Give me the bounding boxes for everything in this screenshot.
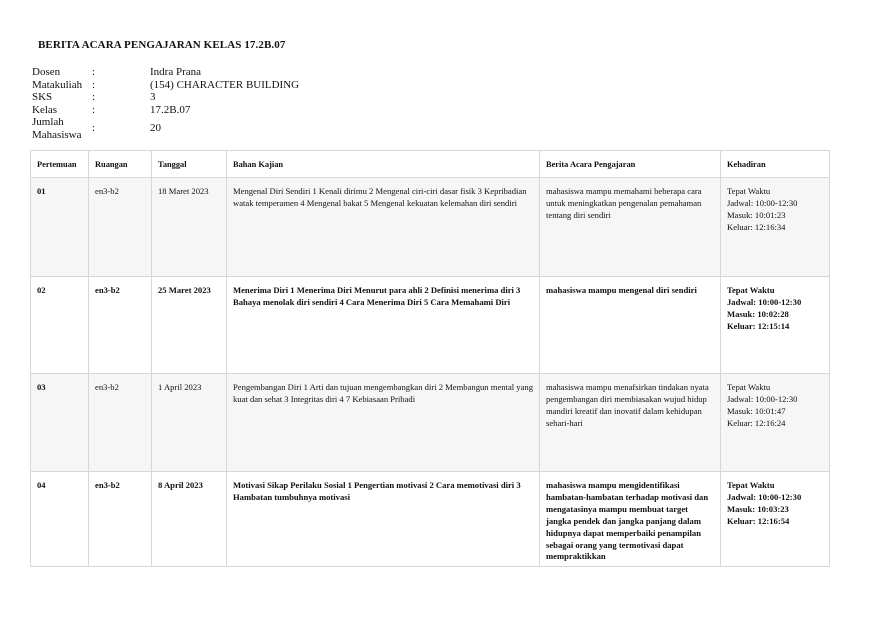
attendance-check-out: Keluar: 12:16:24 xyxy=(727,417,786,428)
attendance-schedule: Jadwal: 10:00-12:30 xyxy=(727,296,802,307)
cell-berita-acara: mahasiswa mampu memahami beberapa cara untuk meningkatkan pengenalan pemahaman tentang diri sendiri xyxy=(540,178,721,277)
column-header-ruangan: Ruangan xyxy=(89,151,152,178)
column-header-bahan-kajian: Bahan Kajian xyxy=(227,151,540,178)
cell-ruangan: en3-b2 xyxy=(89,277,152,374)
cell-tanggal: 1 April 2023 xyxy=(152,374,227,472)
cell-berita-acara: mahasiswa mampu menafsirkan tindakan nyata pengembangan diri membiasakan wujud hidup mandiri kreatif dan inovatif dalam kehidupan sehari-hari xyxy=(540,374,721,472)
column-header-kehadiran: Kehadiran xyxy=(721,151,830,178)
attendance-check-in: Masuk: 10:01:47 xyxy=(727,405,786,416)
attendance-check-in: Masuk: 10:02:28 xyxy=(727,308,789,319)
cell-kehadiran xyxy=(721,472,830,567)
attendance-status: Tepat Waktu xyxy=(727,186,771,196)
cell-ruangan: en3-b2 xyxy=(89,472,152,567)
attendance-status: Tepat Waktu xyxy=(727,285,775,295)
info-label: Jumlah Mahasiswa xyxy=(32,116,82,141)
cell-pertemuan: 04 xyxy=(31,472,89,567)
table-row xyxy=(31,374,830,472)
attendance-check-out: Keluar: 12:15:14 xyxy=(727,320,790,331)
column-header-berita-acara: Berita Acara Pengajaran xyxy=(540,151,721,178)
cell-berita-acara: mahasiswa mampu mengenal diri sendiri xyxy=(540,277,721,374)
info-separator: : xyxy=(92,78,96,91)
info-row-sks xyxy=(32,91,410,104)
info-separator: : xyxy=(92,66,96,78)
cell-bahan-kajian: Mengenal Diri Sendiri 1 Kenali dirimu 2 Mengenal ciri-ciri dasar fisik 3 Kepribadian watak temperamen 4 Mengenal bakat 5 Mengenal kekuatan kelemahan diri sendiri xyxy=(227,178,540,277)
attendance-check-in: Masuk: 10:01:23 xyxy=(727,209,786,220)
table-row xyxy=(31,472,830,567)
info-value: 3 xyxy=(150,91,156,103)
info-row-jumlah-mahasiswa xyxy=(32,116,410,141)
attendance-schedule: Jadwal: 10:00-12:30 xyxy=(727,197,798,208)
info-label: Matakuliah xyxy=(32,78,83,91)
cell-kehadiran xyxy=(721,374,830,472)
cell-pertemuan: 02 xyxy=(31,277,89,374)
info-label: Kelas xyxy=(32,103,58,116)
info-row-dosen xyxy=(32,66,410,79)
info-row-matakuliah xyxy=(32,79,410,92)
cell-kehadiran xyxy=(721,178,830,277)
info-separator: : xyxy=(92,103,96,116)
info-separator: : xyxy=(92,91,96,103)
info-value: 17.2B.07 xyxy=(150,103,191,116)
info-row-kelas xyxy=(32,104,410,117)
teaching-log-table xyxy=(30,150,830,567)
attendance-schedule: Jadwal: 10:00-12:30 xyxy=(727,491,802,502)
info-label: Dosen xyxy=(32,66,61,78)
cell-berita-acara: mahasiswa mampu mengidentifikasi hambatan-hambatan terhadap motivasi dan mengatasinya mampu membuat target jangka pendek dan jangka panjang dalam hidupnya dapat memperbaiki penampilan sebagai orang yang termotivasi dapat mempraktikkan xyxy=(540,472,721,567)
info-label: SKS xyxy=(32,91,53,103)
cell-bahan-kajian: Motivasi Sikap Perilaku Sosial 1 Pengertian motivasi 2 Cara memotivasi diri 3 Hambatan tumbuhnya motivasi xyxy=(227,472,540,567)
attendance-status: Tepat Waktu xyxy=(727,480,775,490)
cell-ruangan: en3-b2 xyxy=(89,374,152,472)
cell-tanggal: 18 Maret 2023 xyxy=(152,178,227,277)
cell-bahan-kajian: Pengembangan Diri 1 Arti dan tujuan mengembangkan diri 2 Membangun mental yang kuat dan sehat 3 Integritas diri 4 7 Kebiasaan Pribadi xyxy=(227,374,540,472)
attendance-check-out: Keluar: 12:16:54 xyxy=(727,515,790,526)
cell-ruangan: en3-b2 xyxy=(89,178,152,277)
info-separator: : xyxy=(92,122,96,135)
info-value: Indra Prana xyxy=(150,66,202,78)
column-header-pertemuan: Pertemuan xyxy=(31,151,89,178)
attendance-schedule: Jadwal: 10:00-12:30 xyxy=(727,393,798,404)
attendance-check-out: Keluar: 12:16:34 xyxy=(727,221,786,232)
table-row xyxy=(31,178,830,277)
cell-pertemuan: 01 xyxy=(31,178,89,277)
attendance-status: Tepat Waktu xyxy=(727,382,771,392)
column-header-tanggal: Tanggal xyxy=(152,151,227,178)
table-header-row xyxy=(31,151,830,178)
info-value: (154) CHARACTER BUILDING xyxy=(150,78,300,91)
cell-tanggal: 25 Maret 2023 xyxy=(152,277,227,374)
info-value: 20 xyxy=(150,122,161,135)
course-info xyxy=(32,66,410,141)
cell-bahan-kajian: Menerima Diri 1 Menerima Diri Menurut para ahli 2 Definisi menerima diri 3 Bahaya menolak diri sendiri 4 Cara Menerima Diri 5 Cara Memahami Diri xyxy=(227,277,540,374)
table-row xyxy=(31,277,830,374)
cell-pertemuan: 03 xyxy=(31,374,89,472)
cell-tanggal: 8 April 2023 xyxy=(152,472,227,567)
page-title: BERITA ACARA PENGAJARAN KELAS 17.2B.07 xyxy=(38,39,286,51)
cell-kehadiran xyxy=(721,277,830,374)
attendance-check-in: Masuk: 10:03:23 xyxy=(727,503,789,514)
